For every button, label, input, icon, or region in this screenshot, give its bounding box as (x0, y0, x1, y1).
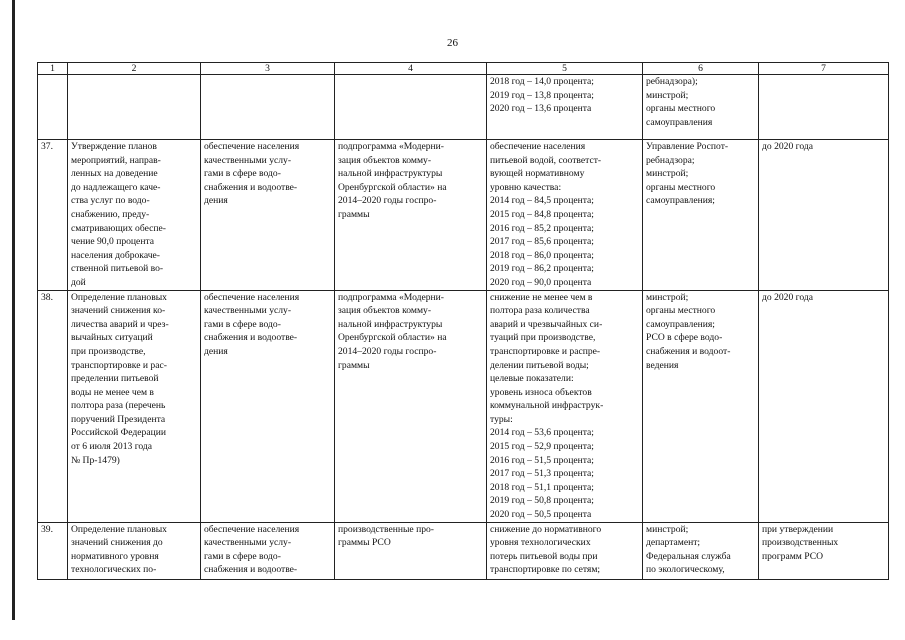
table-cell-col4 (335, 522, 487, 579)
cell-text-line: программ РСО (762, 550, 824, 562)
table-cell-col5 (487, 290, 643, 522)
row-number-cell: 37. (38, 140, 68, 291)
table-row (38, 522, 889, 579)
cell-text-line: снабжения и водоотве- (204, 181, 298, 193)
cell-text-line: производственных (762, 537, 839, 549)
cell-text-line: нальной инфраструктуры (338, 168, 443, 180)
table-cell-col7 (759, 140, 889, 291)
cell-text-line: 2020 год – 50,5 процента (490, 509, 592, 521)
cell-text-line: снабжения и водоотве- (204, 332, 298, 344)
cell-text-line: нальной инфраструктуры (338, 318, 443, 330)
cell-text-line: 2017 год – 51,3 процента; (490, 468, 594, 480)
cell-text-line: целевые показатели: (490, 373, 574, 385)
cell-text-line: 2016 год – 51,5 процента; (490, 454, 594, 466)
column-number-row (38, 63, 889, 75)
cell-text-line: при производстве, (71, 345, 146, 357)
cell-text-line: при утверждении (762, 523, 834, 535)
cell-text-line: транспортировке и распре- (490, 345, 601, 357)
cell-text-line: департамент; (646, 537, 701, 549)
table-cell-col7 (759, 75, 889, 140)
row-number-cell (38, 75, 68, 140)
cell-text-line: Определение плановых (71, 291, 167, 303)
cell-text-line: обеспечение населения (204, 141, 300, 152)
cell-text-line: самоуправления (646, 116, 713, 128)
cell-text-line: 2019 год – 50,8 процента; (490, 495, 594, 507)
cell-text-line: аварий и чрезвычайных си- (490, 318, 603, 330)
scan-edge-bar (12, 0, 15, 620)
cell-text-line: органы местного (646, 103, 716, 115)
cell-text-line: вующей нормативному (490, 168, 585, 180)
cell-text-line: населения доброкаче- (71, 249, 160, 261)
cell-text-line: минстрой; (646, 291, 689, 303)
cell-text-line: коммунальной инфраструк- (490, 400, 604, 412)
cell-text-line: Оренбургской области» на (338, 181, 447, 193)
cell-text-line: снабжению, преду- (71, 208, 150, 220)
cell-text-line: дения (204, 195, 228, 207)
cell-text-line: значений снижения до (71, 537, 163, 549)
row-number-cell: 38. (38, 290, 68, 522)
cell-text-line: минстрой; (646, 168, 689, 180)
cell-text-line: № Пр-1479) (71, 454, 120, 466)
cell-text-line: 2018 год – 86,0 процента; (490, 249, 594, 261)
column-number-cell: 6 (643, 63, 759, 75)
row-number-cell: 39. (38, 522, 68, 579)
cell-text-line: полтора раза количества (490, 305, 590, 317)
cell-text-line: уровню качества: (490, 181, 562, 193)
cell-text-line: 2020 год – 90,0 процента (490, 276, 592, 288)
cell-text-line: туаций при производстве, (490, 332, 596, 344)
cell-text-line: 2019 год – 13,8 процента; (490, 89, 594, 101)
cell-text-line: 2015 год – 52,9 процента; (490, 441, 594, 453)
cell-text-line: граммы (338, 359, 370, 371)
cell-text-line: снижение не менее чем в (490, 291, 593, 303)
cell-text-line: до 2020 года (762, 291, 814, 303)
cell-text-line: подпрограмма «Модерни- (338, 141, 444, 152)
table-cell-col4 (335, 290, 487, 522)
table-cell-col6 (643, 140, 759, 291)
cell-text-line: по экологическому, (646, 564, 725, 576)
cell-text-line: от 6 июля 2013 года (71, 441, 153, 453)
cell-text-line: чение 90,0 процента (71, 236, 155, 248)
table-cell-col2 (68, 75, 201, 140)
column-number-cell: 2 (68, 63, 201, 75)
cell-text-line: снижение до нормативного (490, 523, 602, 535)
cell-text-line: гами в сфере водо- (204, 318, 281, 330)
cell-text-line: туры: (490, 413, 513, 425)
cell-text-line: ства услуг по водо- (71, 195, 150, 207)
cell-text-line: снабжения и водоотве- (204, 564, 298, 576)
column-number-cell: 5 (487, 63, 643, 75)
cell-text-line: минстрой; (646, 523, 689, 535)
cell-text-line: качественными услу- (204, 537, 292, 549)
table-cell-col3 (201, 140, 335, 291)
cell-text-line: пределении питьевой (71, 373, 159, 385)
table-cell-col2 (68, 522, 201, 579)
cell-text-line: мероприятий, направ- (71, 154, 161, 166)
table-cell-col3 (201, 290, 335, 522)
cell-text-line: полтора раза (перечень (71, 400, 166, 412)
cell-text-line: Российской Федерации (71, 427, 166, 439)
cell-text-line: 2014 год – 84,5 процента; (490, 195, 594, 207)
cell-text-line: обеспечение населения (204, 291, 300, 303)
column-number-cell: 1 (38, 63, 68, 75)
cell-text-line: 2018 год – 14,0 процента; (490, 76, 594, 87)
cell-text-line: поручений Президента (71, 413, 166, 425)
cell-text-line: снабжения и водоот- (646, 345, 731, 357)
cell-text-line: личества аварий и чрез- (71, 318, 169, 330)
cell-text-line: делении питьевой воды; (490, 359, 589, 371)
table-cell-col7 (759, 522, 889, 579)
table-cell-col6 (643, 522, 759, 579)
cell-text-line: значений снижения ко- (71, 305, 166, 317)
cell-text-line: ребнадзора); (646, 76, 698, 87)
cell-text-line: потерь питьевой воды при (490, 550, 598, 562)
cell-text-line: воды не менее чем в (71, 386, 154, 398)
cell-text-line: транспортировке по сетям; (490, 564, 601, 576)
cell-text-line: граммы (338, 208, 370, 220)
page-number: 26 (447, 37, 458, 49)
cell-text-line: органы местного (646, 305, 716, 317)
cell-text-line: зация объектов комму- (338, 305, 432, 317)
cell-text-line: качественными услу- (204, 154, 292, 166)
cell-text-line: до надлежащего каче- (71, 181, 161, 193)
cell-text-line: Определение плановых (71, 523, 167, 535)
table-row (38, 290, 889, 522)
cell-text-line: ленных на доведение (71, 168, 158, 180)
cell-text-line: Утверждение планов (71, 141, 157, 152)
table-cell-col7 (759, 290, 889, 522)
table-cell-col5 (487, 140, 643, 291)
cell-text-line: уровня технологических (490, 537, 591, 549)
measures-table (37, 62, 889, 580)
cell-text-line: сматривающих обеспе- (71, 222, 166, 234)
cell-text-line: 2016 год – 85,2 процента; (490, 222, 594, 234)
cell-text-line: 2017 год – 85,6 процента; (490, 236, 594, 248)
cell-text-line: 2014–2020 годы госпро- (338, 195, 437, 207)
cell-text-line: подпрограмма «Модерни- (338, 291, 444, 303)
cell-text-line: 2018 год – 51,1 процента; (490, 481, 594, 493)
cell-text-line: ственной питьевой во- (71, 263, 164, 275)
cell-text-line: 2014–2020 годы госпро- (338, 345, 437, 357)
table-cell-col2 (68, 290, 201, 522)
cell-text-line: органы местного (646, 181, 716, 193)
table-cell-col3 (201, 522, 335, 579)
column-number-cell: 4 (335, 63, 487, 75)
cell-text-line: транспортировке и рас- (71, 359, 167, 371)
cell-text-line: ребнадзора; (646, 154, 695, 166)
column-number-cell: 3 (201, 63, 335, 75)
cell-text-line: производственные про- (338, 523, 434, 535)
cell-text-line: дения (204, 345, 228, 357)
cell-text-line: 2020 год – 13,6 процента (490, 103, 592, 115)
table-cell-col6 (643, 290, 759, 522)
cell-text-line: качественными услу- (204, 305, 292, 317)
cell-text-line: граммы РСО (338, 537, 391, 549)
cell-text-line: 2015 год – 84,8 процента; (490, 208, 594, 220)
table-cell-col6 (643, 75, 759, 140)
cell-text-line: минстрой; (646, 89, 689, 101)
table-cell-col2 (68, 140, 201, 291)
table-cell-col5 (487, 75, 643, 140)
column-number-cell: 7 (759, 63, 889, 75)
cell-text-line: 2019 год – 86,2 процента; (490, 263, 594, 275)
cell-text-line: самоуправления; (646, 318, 715, 330)
cell-text-line: Управление Роспот- (646, 141, 729, 152)
cell-text-line: технологических по- (71, 564, 157, 576)
cell-text-line: самоуправления; (646, 195, 715, 207)
table-row (38, 75, 889, 140)
cell-text-line: гами в сфере водо- (204, 550, 281, 562)
cell-text-line: Федеральная служба (646, 550, 731, 562)
table-cell-col5 (487, 522, 643, 579)
cell-text-line: питьевой водой, соответст- (490, 154, 602, 166)
table-cell-col4 (335, 75, 487, 140)
cell-text-line: обеспечение населения (204, 523, 300, 535)
table-cell-col4 (335, 140, 487, 291)
cell-text-line: дой (71, 276, 86, 288)
cell-text-line: гами в сфере водо- (204, 168, 281, 180)
cell-text-line: вычайных ситуаций (71, 332, 153, 344)
cell-text-line: ведения (646, 359, 679, 371)
cell-text-line: нормативного уровня (71, 550, 159, 562)
cell-text-line: уровень износа объектов (490, 386, 592, 398)
table-cell-col3 (201, 75, 335, 140)
table-row (38, 140, 889, 291)
cell-text-line: зация объектов комму- (338, 154, 432, 166)
cell-text-line: до 2020 года (762, 141, 814, 152)
cell-text-line: обеспечение населения (490, 141, 586, 152)
cell-text-line: 2014 год – 53,6 процента; (490, 427, 594, 439)
cell-text-line: РСО в сфере водо- (646, 332, 723, 344)
cell-text-line: Оренбургской области» на (338, 332, 447, 344)
